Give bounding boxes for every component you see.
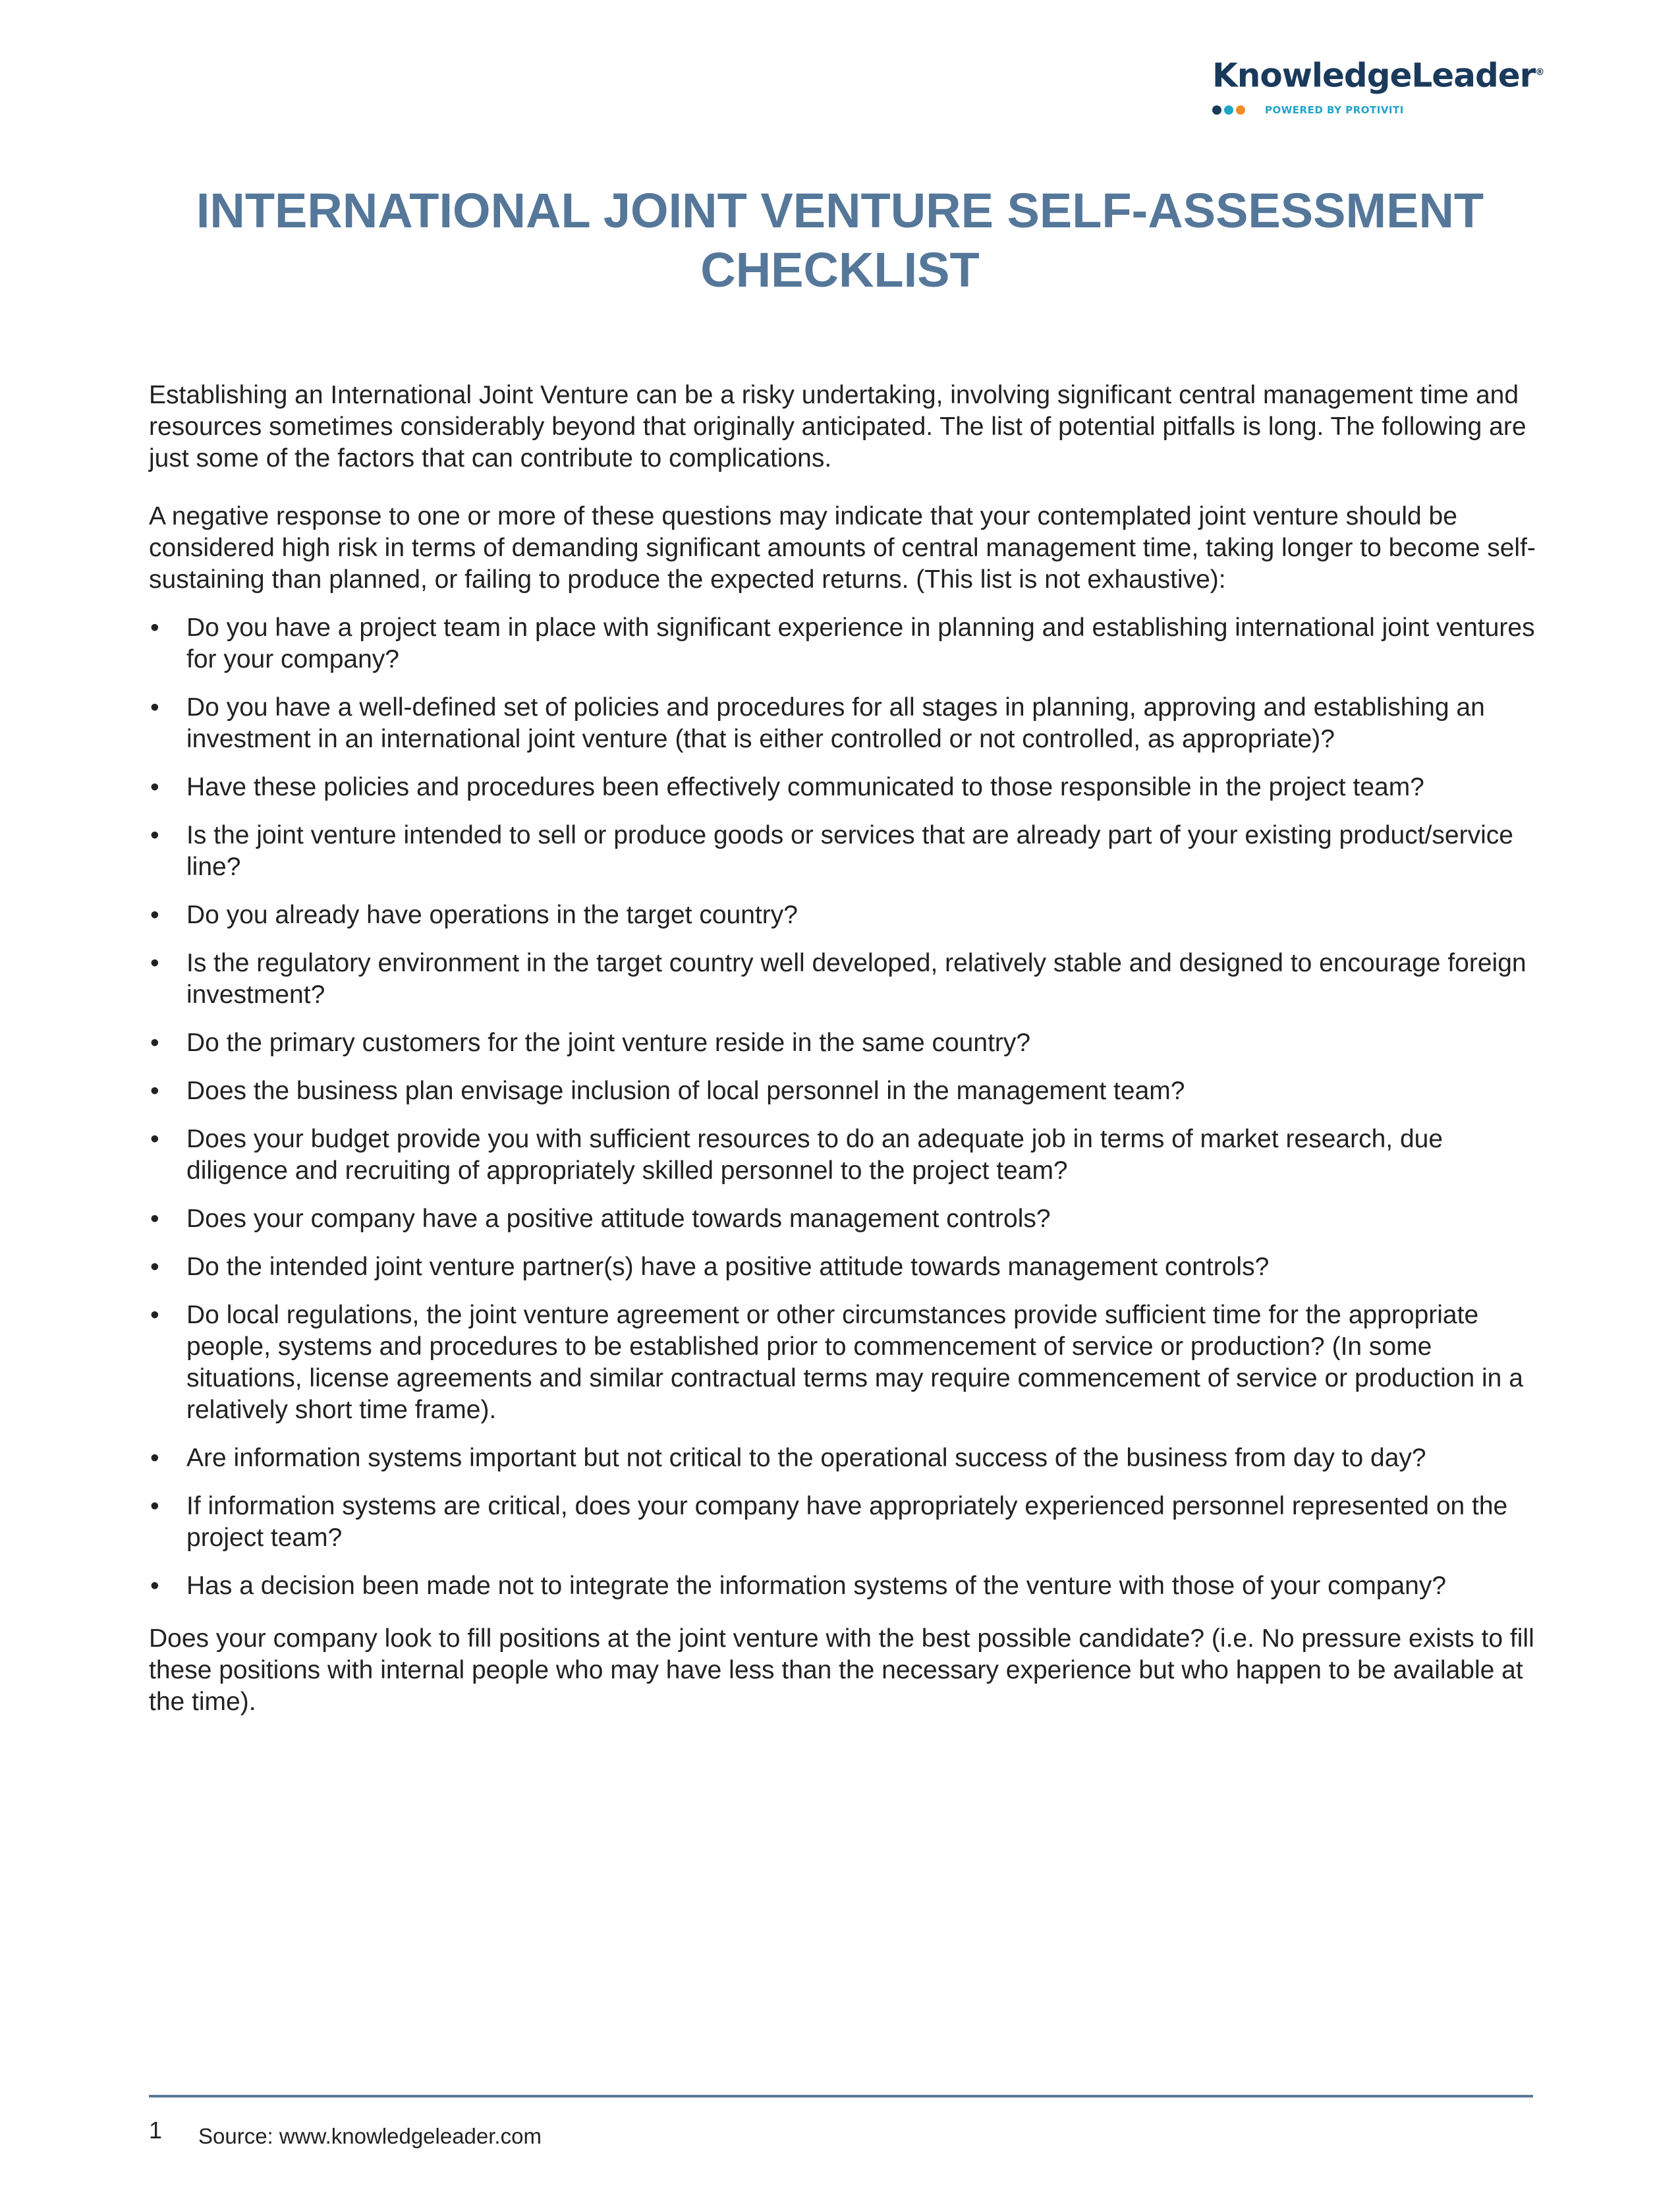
logo-tagline-row — [1212, 102, 1535, 118]
question-item — [149, 1299, 1546, 1426]
document-title-line-2: CHECKLIST — [700, 243, 980, 297]
question-item — [149, 1491, 1546, 1554]
document-body — [149, 380, 1546, 1718]
question-text: Do the intended joint venture partner(s) have a positive attitude towards management controls? — [186, 1253, 1270, 1281]
question-text: Do the primary customers for the joint venture reside in the same country? — [186, 1029, 1031, 1057]
question-text: If information systems are critical, does your company have appropriately experienced personnel represented on the project team? — [186, 1492, 1508, 1552]
logo-dot-orange-icon — [1236, 105, 1245, 115]
question-text: Do you have a project team in place with significant experience in planning and establishing international joint ventures for your company? — [186, 613, 1535, 673]
question-item — [149, 1203, 1546, 1235]
question-text: Is the regulatory environment in the target country well developed, relatively stable and designed to encourage foreign investment? — [186, 949, 1526, 1009]
question-item — [149, 820, 1546, 883]
bullet-icon: • — [150, 1205, 159, 1233]
intro-paragraph: Establishing an International Joint Venture can be a risky undertaking, involving significant central management time and resources sometimes considerably beyond that originally anticipated. The list of potential pitfalls is long. The following are just some of the factors that can contribute to complications. — [149, 381, 1526, 472]
question-text: Has a decision been made not to integrate the information systems of the venture with those of your company? — [186, 1572, 1447, 1600]
bullet-icon: • — [150, 773, 159, 801]
question-item — [149, 899, 1546, 931]
question-item — [149, 1027, 1546, 1059]
bullet-icon: • — [150, 1077, 159, 1105]
question-text: Does your company have a positive attitude towards management controls? — [186, 1205, 1051, 1233]
logo-dot-navy-icon — [1212, 105, 1221, 115]
bullet-icon: • — [150, 613, 159, 642]
question-item — [149, 772, 1546, 803]
question-text: Do local regulations, the joint venture agreement or other circumstances provide sufficient time for the appropriate people, systems and procedures to be established prior to commencement of service or production? (In some situations, license agreements and similar contractual terms may require commencement of service or production in a relatively short time frame). — [186, 1301, 1523, 1424]
question-text: Are information systems important but not critical to the operational success of the business from day to day? — [186, 1444, 1426, 1472]
document-title-line-1: INTERNATIONAL JOINT VENTURE SELF-ASSESSMENT — [196, 183, 1484, 238]
knowledgeleader-logo — [1212, 53, 1544, 125]
page-number: 1 — [149, 2117, 163, 2144]
bullet-icon: • — [150, 821, 159, 849]
logo-dot-blue-icon — [1224, 105, 1233, 115]
bullet-icon: • — [150, 1253, 159, 1281]
question-item — [149, 1570, 1546, 1602]
bullet-icon: • — [150, 1029, 159, 1057]
question-item — [149, 1251, 1546, 1283]
question-item — [149, 1075, 1546, 1107]
bullet-icon: • — [150, 1125, 159, 1153]
logo-tagline: POWERED BY PROTIVITI — [1265, 103, 1404, 116]
question-item — [149, 612, 1546, 675]
logo-wordmark — [1212, 53, 1544, 96]
logo-registered-mark: ® — [1535, 67, 1544, 78]
bullet-icon: • — [150, 1301, 159, 1329]
bullet-icon: • — [150, 1572, 159, 1600]
bullet-icon: • — [150, 1492, 159, 1520]
bullet-icon: • — [150, 901, 159, 929]
bullet-icon: • — [150, 693, 159, 722]
question-text: Do you have a well-defined set of policies and procedures for all stages in planning, approving and establishing an investment in an international joint venture (that is either controlled or not controlled, as appropriate)? — [186, 693, 1485, 753]
question-text: Have these policies and procedures been effectively communicated to those responsible in the project team? — [186, 773, 1424, 801]
closing-paragraph: Does your company look to fill positions at the joint venture with the best possible candidate? (i.e. No pressure exists to fill these positions with internal people who may have less than the necessary experience but who happen to be available at the time). — [149, 1624, 1534, 1716]
source-line: Source: www.knowledgeleader.com — [198, 2124, 542, 2148]
question-list — [149, 612, 1546, 1602]
question-item — [149, 692, 1546, 755]
question-text: Does the business plan envisage inclusion of local personnel in the management team? — [186, 1077, 1185, 1105]
document-title — [132, 181, 1548, 300]
logo-wordmark-text: KnowledgeLeader — [1212, 56, 1536, 95]
bullet-icon: • — [150, 949, 159, 977]
question-item — [149, 1124, 1546, 1187]
question-text: Do you already have operations in the target country? — [186, 901, 798, 929]
bullet-icon: • — [150, 1444, 159, 1472]
footer-divider — [149, 2095, 1533, 2097]
question-item — [149, 1442, 1546, 1474]
question-item — [149, 948, 1546, 1011]
question-text: Is the joint venture intended to sell or produce goods or services that are already part of your existing product/service line? — [186, 821, 1513, 881]
lead-in-paragraph: A negative response to one or more of these questions may indicate that your contemplated joint venture should be considered high risk in terms of demanding significant amounts of central management time, taking longer to become self-sustaining than planned, or failing to produce the expected returns. (This list is not exhaustive): — [149, 502, 1536, 594]
question-text: Does your budget provide you with sufficient resources to do an adequate job in terms of market research, due diligence and recruiting of appropriately skilled personnel to the project team? — [186, 1125, 1443, 1185]
